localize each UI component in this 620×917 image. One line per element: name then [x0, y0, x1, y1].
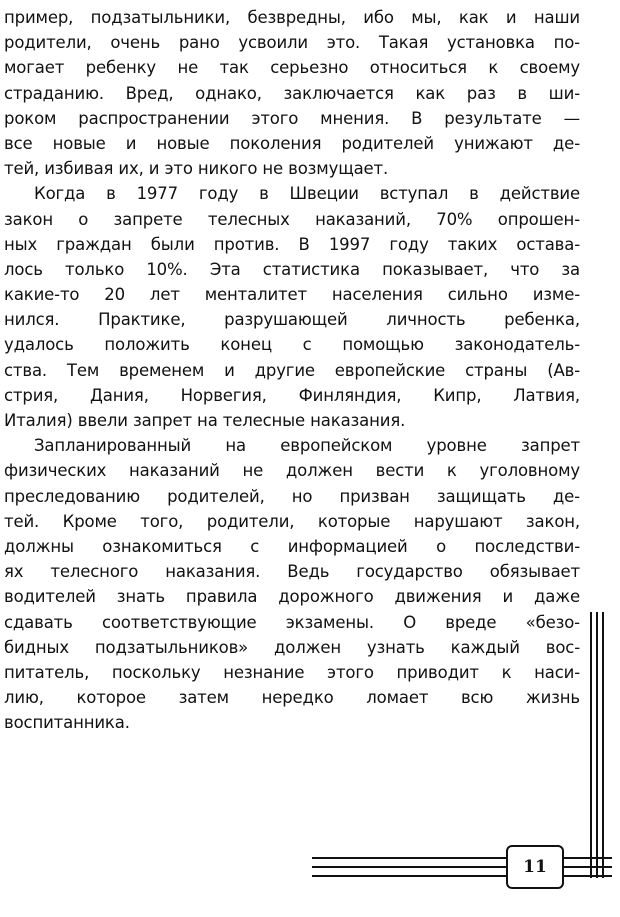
text-line: удалось положить конец с помощью законодатель- — [4, 335, 580, 355]
text-line: тей, избивая их, и это никого не возмущает. — [4, 159, 389, 179]
text-line: какие-то 20 лет менталитет населения сильно изме- — [4, 285, 580, 305]
text-line: лию, которое затем нередко ломает всю жизнь — [4, 688, 580, 708]
text-line: бидных подзатыльников» должен узнать каждый вос- — [4, 637, 580, 657]
text-line: Италия) ввели запрет на телесные наказания. — [4, 411, 406, 430]
text-line: ях телесного наказания. Ведь государство обязывает — [4, 562, 580, 582]
text-line: тей. Кроме того, родители, которые нарушают закон, — [4, 511, 580, 531]
text-line: пример, подзатыльники, безвредны, ибо мы, как и наши — [4, 8, 580, 27]
footer-rule — [312, 875, 612, 877]
text-line: ных граждан были против. В 1997 году таких остава- — [4, 234, 580, 254]
text-line: могает ребенку не так серьезно относиться к своему — [4, 58, 580, 78]
text-line: физических наказаний не должен вести к уголовному — [4, 461, 580, 481]
paragraph-3 — [4, 433, 580, 735]
text-line: все новые и новые поколения родителей унижают де- — [4, 133, 580, 153]
text-line: родители, очень рано усвоили это. Такая установка по- — [4, 33, 580, 53]
text-line: преследованию родителей, но призван защищать де- — [4, 486, 580, 506]
margin-rule-vertical — [590, 612, 592, 878]
text-line: страданию. Вред, однако, заключается как раз в ши- — [4, 83, 580, 103]
text-line: лось только 10%. Эта статистика показывает, что за — [4, 259, 580, 279]
text-line: питатель, поскольку незнание этого приводит к наси- — [4, 662, 580, 682]
paragraph-2 — [4, 181, 580, 433]
text-line: ства. Тем временем и другие европейские страны (Ав- — [4, 360, 580, 380]
page-number: 11 — [523, 857, 547, 877]
text-line: водителей знать правила дорожного движения и даже — [4, 587, 580, 607]
text-line: должны ознакомиться с информацией о последстви- — [4, 536, 580, 556]
footer-rule — [312, 857, 612, 859]
body-text — [4, 5, 580, 735]
text-line: сдавать соответствующие экзамены. О вреде «безо- — [4, 612, 580, 632]
text-line: Когда в 1977 году в Швеции вступал в действие — [34, 184, 580, 204]
margin-rule-vertical — [602, 612, 604, 878]
text-line: закон о запрете телесных наказаний, 70% опрошен- — [4, 209, 580, 229]
footer-rule — [312, 866, 612, 868]
text-line: воспитанника. — [4, 713, 130, 733]
text-line: роком распространении этого мнения. В результате — — [4, 108, 580, 128]
margin-rule-vertical — [596, 612, 598, 878]
paragraph-1 — [4, 5, 580, 181]
text-line: нился. Практике, разрушающей личность ребенка, — [4, 310, 580, 330]
page-number-frame — [506, 845, 564, 889]
text-line: Запланированный на европейском уровне запрет — [34, 436, 580, 456]
text-line: стрия, Дания, Норвегия, Финляндия, Кипр, Латвия, — [4, 385, 580, 405]
